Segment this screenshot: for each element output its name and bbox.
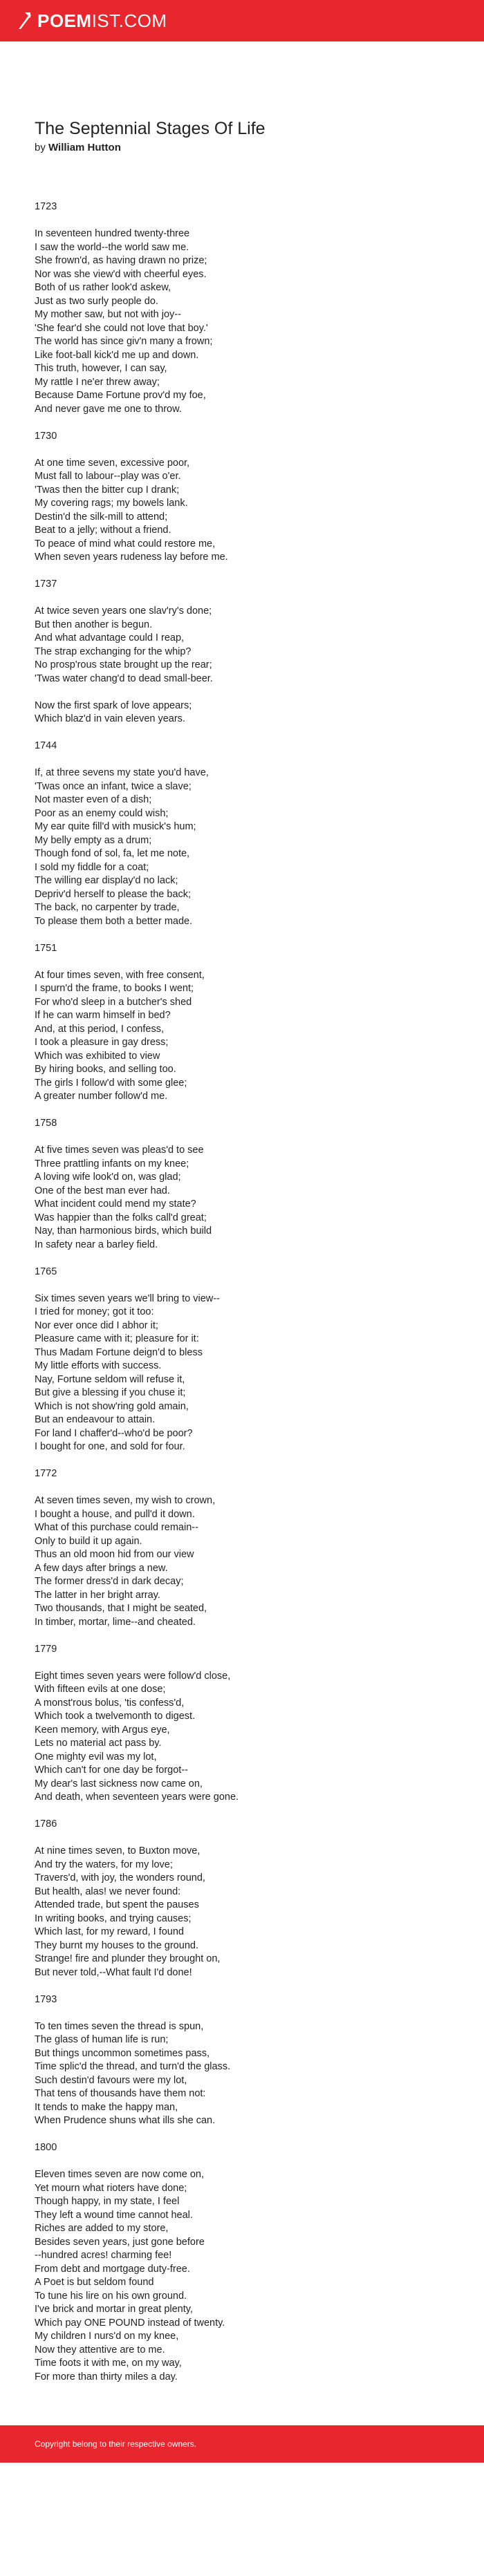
site-header (0, 0, 484, 41)
logo-text-light: IST.COM (91, 10, 167, 31)
site-logo[interactable] (17, 10, 167, 32)
quill-pen-icon (17, 11, 32, 30)
site-footer (0, 2425, 484, 2463)
copyright-text: Copyright belong to their respective owners. (35, 2439, 197, 2449)
poem-text: 1723 In seventeen hundred twenty-three I saw the world--the world saw me. She frown'd, as having drawn no prize; Nor was she view'd with cheerful eyes. Both of us rather look'd askew, Just as two surly people do. My mother saw, but not with joy-- 'She fear'd she could not love that boy.' The world has since giv'n many a frown; Like foot-ball kick'd me up and down. This truth, however, I can say, My rattle I ne'er threw away; Because Dame Fortune prov'd my foe, And never gave me one to throw. 1730 At one time seven, excessive poor, Must fall to labour--play was o'er. 'Twas then the bitter cup I drank; My covering rags; my bowels lank. Destin'd the silk-mill to attend; Beat to a jelly; without a friend. To peace of mind what could restore me, When seven years rudeness lay before me. 1737 At twice seven years one slav'ry's done; But then another is begun. And what advantage could I reap, The strap exchanging for the whip? No prosp'rous state brought up the rear; 'Twas water chang'd to dead small-beer. Now the first spark of love appears; Which blaz'd in vain eleven years. 1744 If, at three sevens my state you'd have, 'Twas once an infant, twice a slave; Not master even of a dish; Poor as an enemy could wish; My ear quite fill'd with musick's hum; My belly empty as a drum; Though fond of sol, fa, let me note, I sold my fiddle for a coat; The willing ear display'd no lack; Depriv'd herself to please the back; The back, no carpenter by trade, To please them both a better made. 1751 At four times seven, with free consent, I spurn'd the frame, to books I went; For who'd sleep in a butcher's shed If he can warm himself in bed? And, at this period, I confess, I took a pleasure in gay dress; Which was exhibited to view By hiring books, and selling too. The girls I follow'd with some glee; A greater number follow'd me. 1758 At five times seven was pleas'd to see Three prattling infants on my knee; A loving wife look'd on, was glad; One of the best man ever had. What incident could mend my state? Was happier than the folks call'd great; Nay, than harmonious birds, which build In safety near a barley field. 1765 Six times seven years we'll bring to view-- I tried for money; got it too: Nor ever once did I abhor it; Pleasure came with it; pleasure for it: Thus Madam Fortune deign'd to bless My little efforts with success. Nay, Fortune seldom will refuse it, But give a blessing if you chuse it; Which is not show'ring gold amain, But an endeavour to attain. For land I chaffer'd--who'd be poor? I bought for one, and sold for four. 1772 At seven times seven, my wish to crown, I bought a house, and pull'd it down. What of this purchase could remain-- Only to build it up again. Thus an old moon hid from our view A few days after brings a new. The former dress'd in dark decay; The latter in her bright array. Two thousands, that I might be seated, In timber, mortar, lime--and cheated. 1779 Eight times seven years were follow'd close, With fifteen evils at one dose; A monst'rous bolus, 'tis confess'd, Which took a twelvemonth to digest. Keen memory, with Argus eye, Lets no material act pass by. One mighty evil was my lot, Which can't for one day be forgot-- My dear's last sickness now came on, And death, when seventeen years were gone. 1786 At nine times seven, to Buxton move, And try the waters, for my love; Travers'd, with joy, the wonders round, But health, alas! we never found: Attended trade, but spent the pauses In writing books, and trying causes; Which last, for my reward, I found They burnt my houses to the ground. Strange! fire and plunder they brought on, But never told,--What fault I'd done! 1793 To ten times seven the thread is spun, The glass of human life is run; But things uncommon sometimes pass, Time splic'd the thread, and turn'd the glass. Such destin'd favours were my lot, That tens of thousands have them not: It tends to make the happy man, When Prudence shuns what ills she can. 1800 Eleven times seven are now come on, Yet mourn what rioters have done; Though happy, in my state, I feel They left a wound time cannot heal. Riches are added to my store, Besides seven years, just gone before --hundred acres! charming fee! From debt and mortgage duty-free. A Poet is but seldom found To tune his lire on his own ground. I've brick and mortar in great plenty, Which pay ONE POUND instead of twenty. My children I nurs'd on my knee, Now they attentive are to me. Time foots it with me, on my way, For more than thirty miles a day. (35, 201, 239, 2382)
author-link[interactable]: William Hutton (48, 142, 121, 153)
logo-text-bold: POEM (37, 10, 92, 31)
poem-container (0, 41, 484, 2384)
by-label: by (35, 142, 49, 153)
poem-byline (35, 142, 449, 153)
poem-title: The Septennial Stages Of Life (35, 119, 266, 138)
